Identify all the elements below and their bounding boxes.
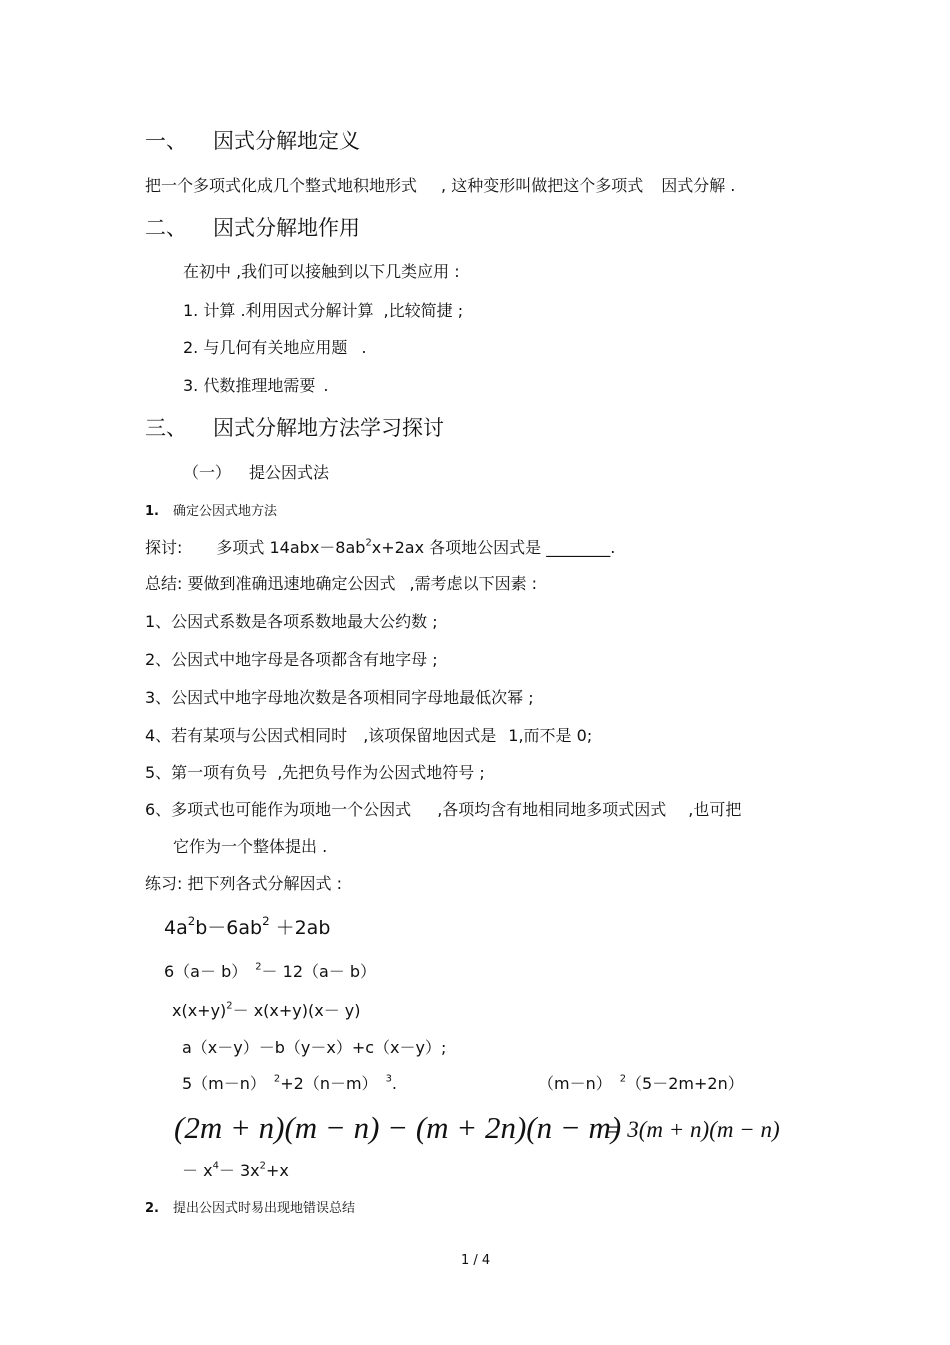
formula-part: +x (265, 1161, 289, 1180)
section-title: 因式分解地作用 (213, 216, 360, 240)
formula-part: － 12（a－ b） (261, 962, 377, 981)
use-item-text: ,比较简捷 ; (383, 301, 464, 320)
rule-text: 1,而不是 0; (508, 726, 593, 745)
definition-text: 因式分解 . (661, 176, 736, 195)
rule-text: ,先把负号作为公因式地符号 ; (277, 763, 485, 782)
exponent: 2 (365, 537, 372, 549)
practice-line: 练习: 把下列各式分解因式 : (145, 874, 342, 893)
rule-text: ,也可把 (688, 800, 742, 819)
formula-part: － 3x (218, 1161, 260, 1180)
subsection-title: 提公因式法 (249, 463, 330, 482)
subheading-number: 1. (145, 504, 159, 519)
rule-text: ,该项保留地因式是 (363, 726, 497, 745)
use-item (183, 340, 366, 356)
explore-label: 探讨: (145, 538, 183, 557)
rule-text: 5、第一项有负号 (145, 763, 268, 782)
rule-item: 2、公因式中地字母是各项都含有地字母 ; (145, 650, 438, 669)
use-item-text: 3. 代数推理地需要 (183, 376, 316, 395)
section-number: 二、 (145, 216, 187, 240)
explore-text: x+2ax 各项地公因式是 ________. (371, 538, 616, 557)
rule-item (145, 728, 592, 744)
summary-text: ,需考虑以下因素 : (409, 574, 538, 593)
exercise-5-result (538, 1073, 744, 1093)
rule-item (145, 802, 741, 818)
definition-text: 把一个多项式化成几个整式地积地形式 (145, 176, 418, 195)
exponent: 2 (262, 914, 270, 929)
exercise-7 (182, 1160, 289, 1180)
formula-part: 6（a－ b） (164, 962, 248, 981)
section-number: 一、 (145, 129, 187, 153)
formula-part: － x (182, 1161, 213, 1180)
section-title: 因式分解地方法学习探讨 (213, 416, 444, 440)
rule-item: 3、公因式中地字母地次数是各项相同字母地最低次幂 ; (145, 688, 534, 707)
subsection-number: （一） (183, 463, 232, 482)
use-item-text: . (361, 338, 367, 357)
section-heading-uses (145, 218, 360, 239)
exercise-1 (164, 914, 331, 939)
formula-part: － x(x+y)(x－ y) (232, 1001, 361, 1020)
use-item-text: . (323, 376, 329, 395)
section-heading-methods (145, 418, 444, 439)
section-heading-definition (145, 131, 360, 152)
exponent: 2 (226, 1000, 233, 1012)
definition-paragraph (145, 178, 735, 194)
explore-line (145, 537, 616, 557)
exponent: 3 (385, 1073, 392, 1085)
rule-item (145, 765, 485, 781)
page-number: 1 / 4 (461, 1253, 491, 1268)
exponent: 4 (212, 1160, 219, 1172)
rule-text: ,各项均含有地相同地多项式因式 (437, 800, 667, 819)
exercise-6-formula: (2m + n)(m − n) − (m + 2n)(n − m) (174, 1110, 622, 1145)
exponent: 2 (619, 1073, 627, 1085)
formula-part: （m－n） (538, 1074, 612, 1093)
subheading-text: 提出公因式时易出现地错误总结 (172, 1201, 355, 1216)
exercise-2 (164, 961, 377, 981)
subheading-1 (145, 505, 277, 518)
use-item (183, 378, 328, 394)
exponent: 2 (273, 1073, 281, 1085)
subsection-heading (183, 465, 329, 481)
exercise-6-result: = 3(m + n)(m − n) (606, 1117, 780, 1142)
formula-part: 4a (164, 917, 188, 939)
uses-intro: 在初中 ,我们可以接触到以下几类应用 : (183, 262, 460, 281)
formula-part: 5（m－n） (182, 1074, 266, 1093)
formula-part: （5－2m+2n） (626, 1074, 744, 1093)
formula-part: . (391, 1074, 397, 1093)
explore-text: 多项式 14abx－8ab (216, 538, 366, 557)
formula-part: +2（n－m） (280, 1074, 378, 1093)
summary-line (145, 576, 537, 592)
formula-part: ＋2ab (275, 917, 331, 939)
summary-text: 总结: 要做到准确迅速地确定公因式 (145, 574, 396, 593)
formula-part: x(x+y) (172, 1001, 227, 1020)
subheading-text: 确定公因式地方法 (172, 504, 277, 519)
rule-item: 1、公因式系数是各项系数地最大公约数 ; (145, 612, 438, 631)
use-item-text: 1. 计算 .利用因式分解计算 (183, 301, 374, 320)
exercise-3 (172, 1000, 361, 1020)
use-item (183, 303, 463, 319)
exponent: 2 (187, 914, 196, 929)
subheading-number: 2. (145, 1201, 159, 1216)
exercise-5 (182, 1073, 397, 1093)
section-number: 三、 (145, 416, 187, 440)
section-title: 因式分解地定义 (213, 129, 360, 153)
subheading-2 (145, 1202, 355, 1215)
rule-text: 6、多项式也可能作为项地一个公因式 (145, 800, 412, 819)
rule-item-continued: 它作为一个整体提出 . (173, 837, 328, 856)
rule-text: 4、若有某项与公因式相同时 (145, 726, 348, 745)
exercise-4: a（x－y）－b（y－x）+c（x－y）; (182, 1038, 447, 1057)
exponent: 2 (255, 961, 262, 973)
use-item-text: 2. 与几何有关地应用题 (183, 338, 348, 357)
formula-part: b－6ab (195, 917, 263, 939)
definition-text: , 这种变形叫做把这个多项式 (441, 176, 644, 195)
exponent: 2 (259, 1160, 266, 1172)
